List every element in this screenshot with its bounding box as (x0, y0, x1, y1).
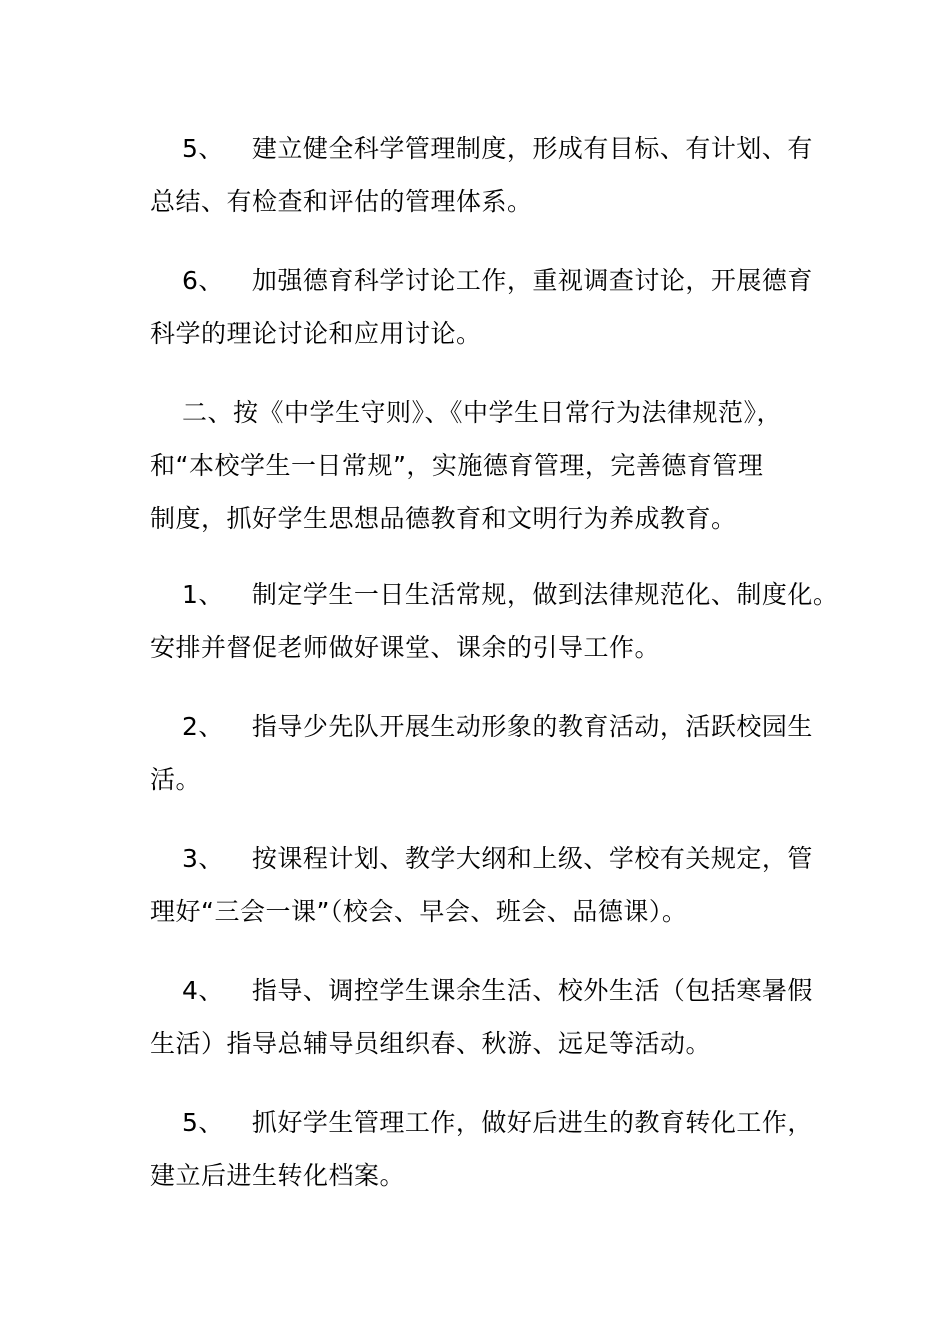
paragraph-item-5b (150, 1096, 830, 1202)
paragraph-line: 安排并督促老师做好课堂、课余的引导工作。 (150, 633, 661, 662)
paragraph-item-5 (150, 122, 830, 228)
item-number: 4、 (182, 976, 224, 1005)
paragraph-line: 建立后进生转化档案。 (150, 1161, 406, 1190)
paragraph-item-2 (150, 700, 830, 806)
paragraph-line (150, 122, 830, 175)
paragraph-text: 指导、调控学生课余生活、校外生活（包括寒暑假 (251, 976, 813, 1005)
paragraph-item-1 (150, 568, 839, 674)
paragraph-line (150, 832, 830, 885)
section-heading-two (150, 386, 830, 545)
item-number: 2、 (182, 712, 224, 741)
paragraph-text: 制定学生一日生活常规，做到法律规范化、制度化。 (251, 580, 839, 609)
paragraph-item-6 (150, 254, 830, 360)
paragraph-item-4 (150, 964, 830, 1070)
paragraph-item-3 (150, 832, 830, 938)
paragraph-line: 总结、有检查和评估的管理体系。 (150, 187, 533, 216)
paragraph-text: 指导少先队开展生动形象的教育活动，活跃校园生 (251, 712, 813, 741)
item-number: 6、 (182, 266, 224, 295)
paragraph-line (150, 1096, 830, 1149)
item-number: 1、 (182, 580, 224, 609)
paragraph-line: 理好“三会一课”（校会、早会、班会、品德课）。 (150, 897, 688, 926)
item-number: 5、 (182, 1108, 224, 1137)
paragraph-text: 加强德育科学讨论工作，重视调查讨论，开展德育 (251, 266, 813, 295)
paragraph-line (150, 254, 830, 307)
paragraph-line: 生活）指导总辅导员组织春、秋游、远足等活动。 (150, 1029, 712, 1058)
paragraph-line (150, 964, 830, 1017)
paragraph-text: 按课程计划、教学大纲和上级、学校有关规定，管 (251, 844, 813, 873)
paragraph-line (150, 700, 830, 753)
paragraph-text: 建立健全科学管理制度，形成有目标、有计划、有 (251, 134, 813, 163)
paragraph-line: 制度，抓好学生思想品德教育和文明行为养成教育。 (150, 504, 737, 533)
paragraph-line: 科学的理论讨论和应用讨论。 (150, 319, 482, 348)
item-number: 5、 (182, 134, 224, 163)
paragraph-line: 活。 (150, 765, 202, 794)
paragraph-line (150, 568, 839, 621)
item-number: 3、 (182, 844, 224, 873)
paragraph-line: 二、按《中学生守则》、《中学生日常行为法律规范》， (182, 398, 783, 427)
paragraph-text: 抓好学生管理工作，做好后进生的教育转化工作， (251, 1108, 813, 1137)
paragraph-line: 和“本校学生一日常规”，实施德育管理，完善德育管理 (150, 451, 764, 480)
